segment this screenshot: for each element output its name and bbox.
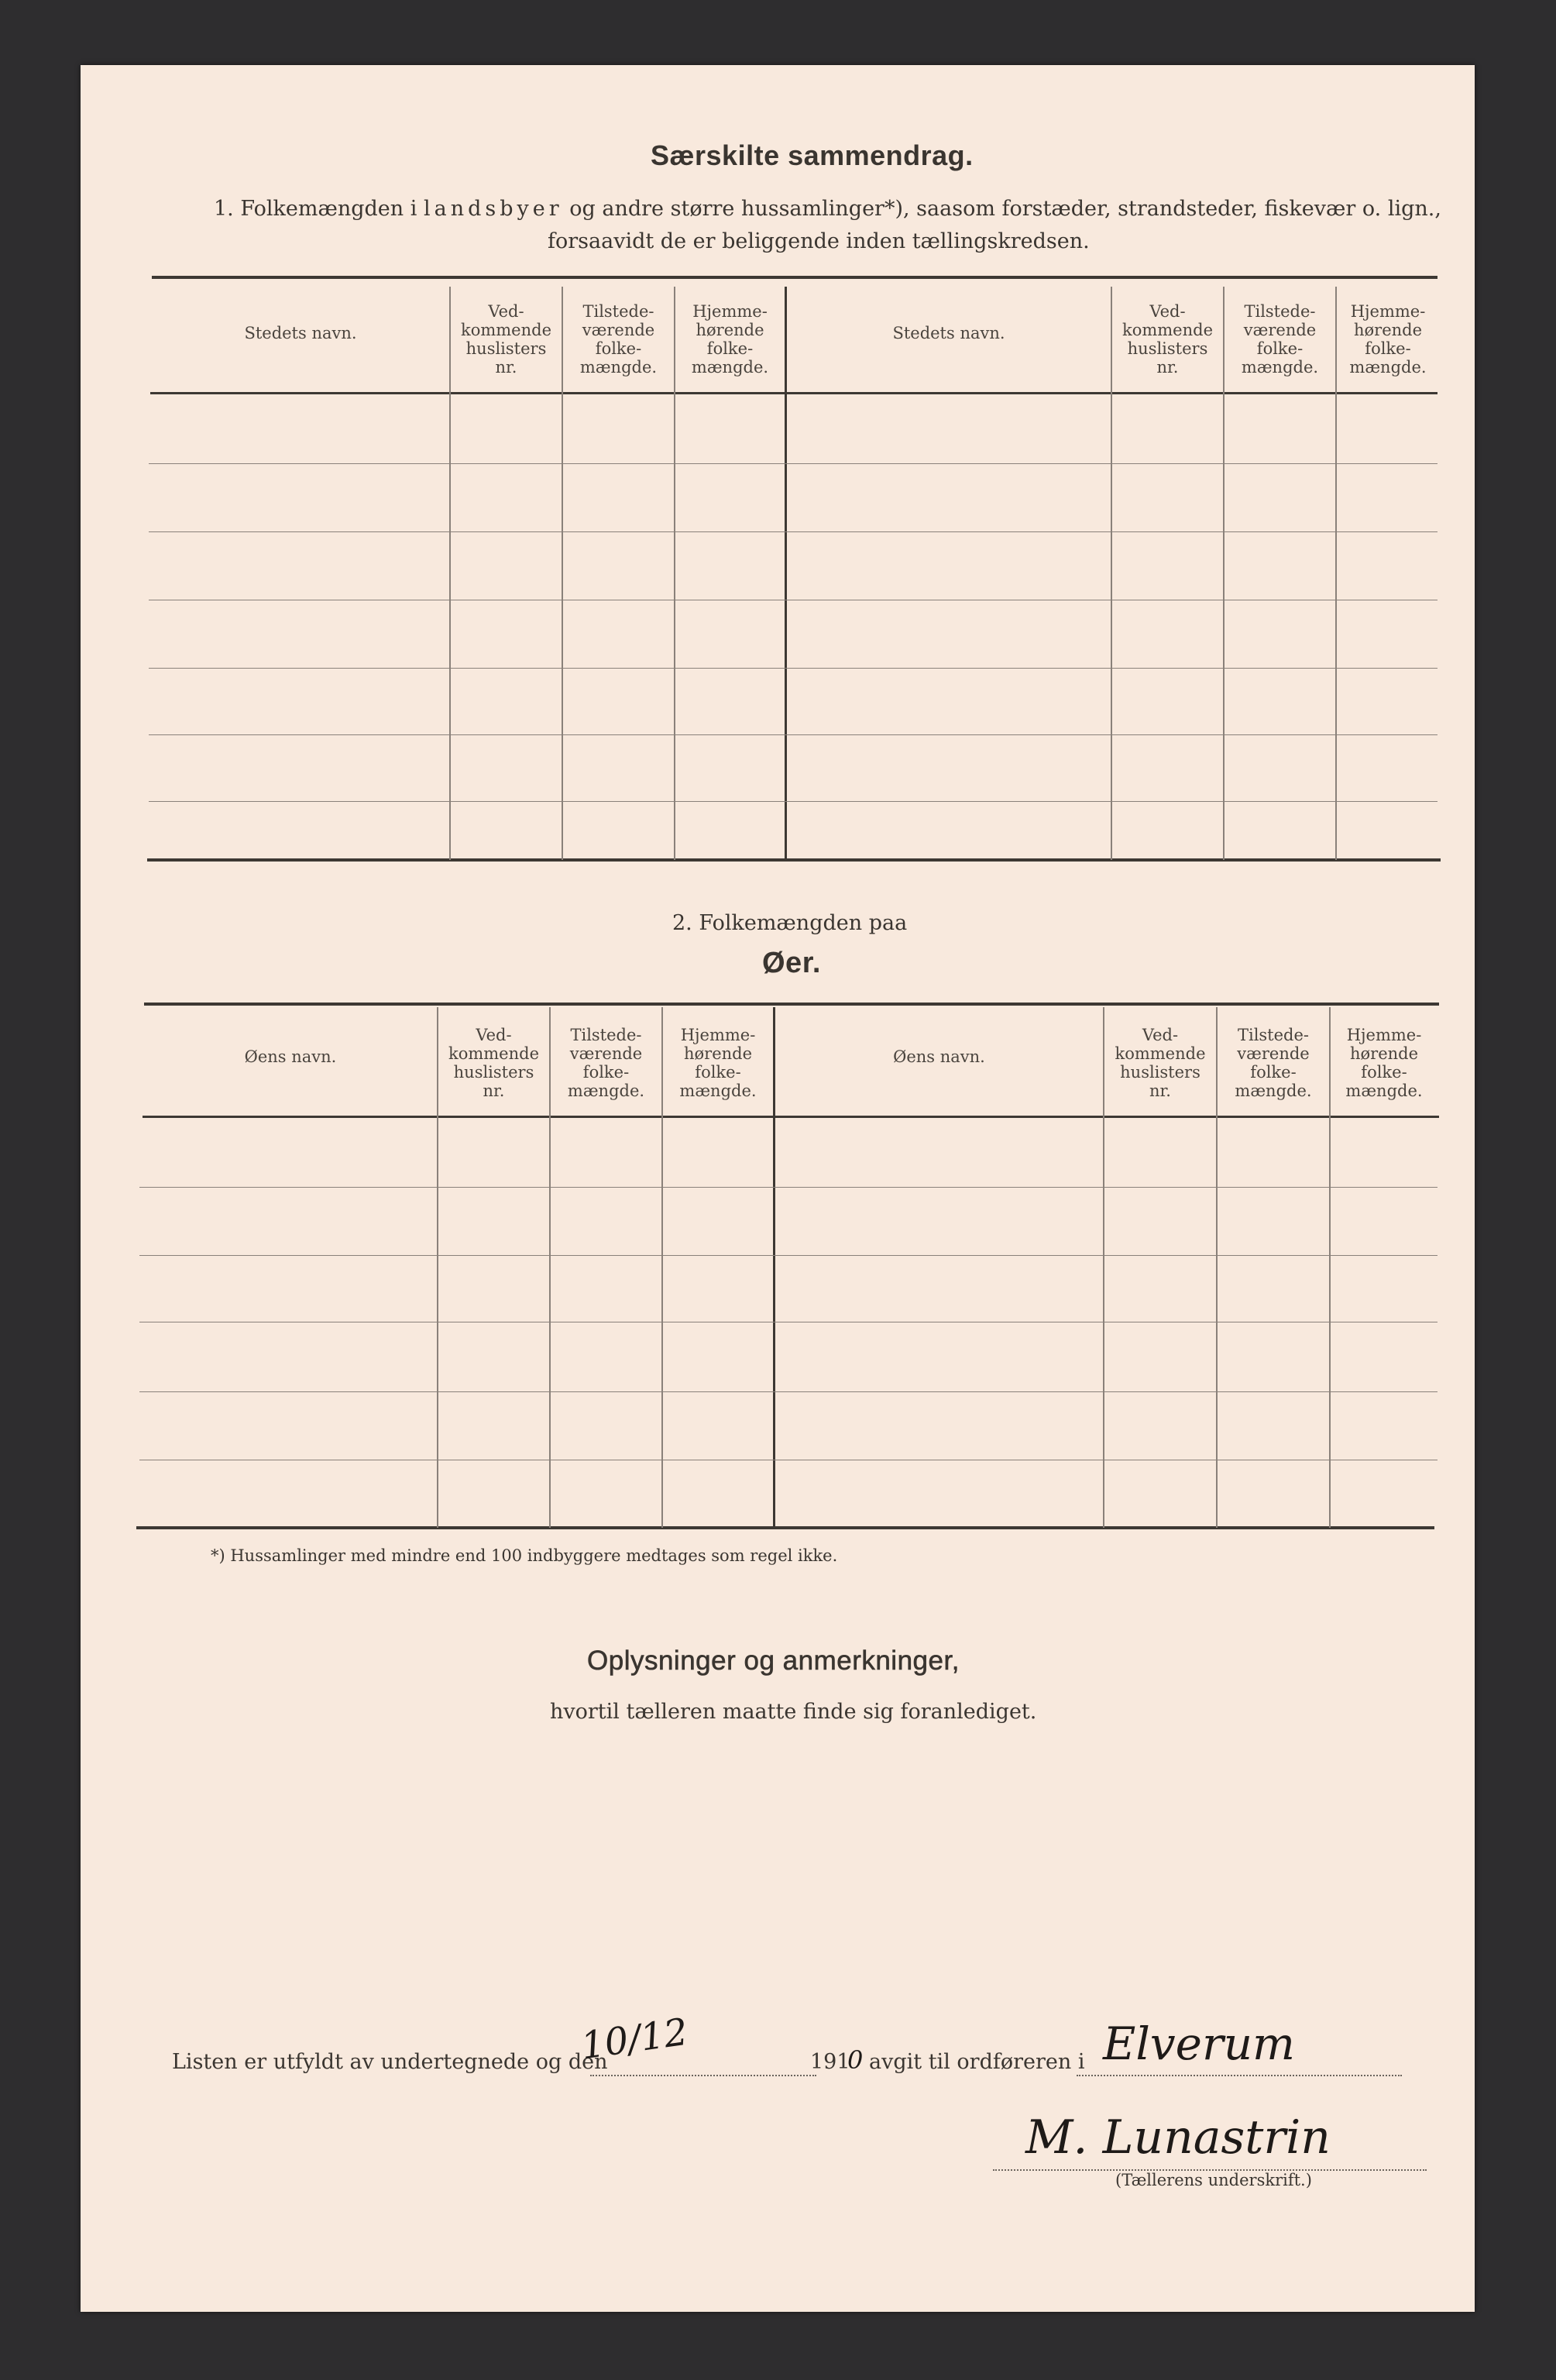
section2-heading-line1: 2. Folkemængden paa <box>672 911 908 935</box>
section1-number: 1. <box>214 197 234 221</box>
table1-row-line <box>149 801 1437 802</box>
municipality-handwritten: Elverum <box>1103 2017 1296 2070</box>
section2-heading-line2: Øer. <box>762 947 821 979</box>
table1-header-present-pop: Tilstede- værende folke- mængde. <box>579 302 658 377</box>
table2-header-household-list: Ved- kommende huslisters nr. <box>448 1026 540 1100</box>
signature-line-middle: avgit til ordføreren i <box>869 2050 1085 2074</box>
table1-header-place-name-right: Stedets navn. <box>892 324 1005 342</box>
table1-header-household-list: Ved- kommende huslisters nr. <box>460 302 552 377</box>
table2-header-rule <box>143 1116 1439 1118</box>
table1-header-resident-pop-right: Hjemme- hørende folke- mængde. <box>1349 302 1427 377</box>
table2-header-present-pop: Tilstede- værende folke- mængde. <box>567 1026 645 1100</box>
table2-header-present-pop-right: Tilstede- værende folke- mængde. <box>1235 1026 1312 1100</box>
table1-header-place-name-left: Stedets navn. <box>244 324 357 342</box>
table1-center-divider <box>785 287 787 860</box>
remarks-title: Oplysninger og anmerkninger, <box>587 1646 960 1676</box>
date-field-line <box>590 2075 816 2076</box>
year-handwritten: 0 <box>847 2045 864 2075</box>
remarks-subtitle: hvortil tælleren maatte finde sig foranlediget. <box>550 1700 1037 1724</box>
section1-text-a: Folkemængden i <box>240 197 417 221</box>
table1-row-line <box>149 734 1437 735</box>
year-printed: 191 <box>810 2050 850 2074</box>
table1-header-rule <box>150 392 1437 394</box>
table2-row-line <box>139 1255 1437 1256</box>
table2-row-line <box>139 1187 1437 1188</box>
census-form-page <box>81 65 1475 2312</box>
section1-text-spaced: landsbyer <box>423 197 563 221</box>
table1-header-resident-pop: Hjemme- hørende folke- mængde. <box>691 302 769 377</box>
section1-intro <box>214 197 1441 221</box>
table2-header-resident-pop-right: Hjemme- hørende folke- mængde. <box>1345 1026 1423 1100</box>
table2-header-island-name-right: Øens navn. <box>893 1047 985 1066</box>
municipality-field-line <box>1077 2075 1402 2076</box>
footnote: *) Hussamlinger med mindre end 100 indbyggere medtages som regel ikke. <box>211 1546 838 1565</box>
section1-intro-line2: forsaavidt de er beliggende inden tællingskredsen. <box>548 229 1090 253</box>
table1-row-line <box>149 668 1437 669</box>
signature-caption: (Tællerens underskrift.) <box>1115 2171 1312 2189</box>
date-handwritten: 10/12 <box>578 2010 691 2069</box>
table2-center-divider <box>773 1007 775 1528</box>
enumerator-signature: M. Lunastrin <box>1025 2110 1331 2165</box>
table1-row-line <box>149 531 1437 532</box>
table2-header-resident-pop: Hjemme- hørende folke- mængde. <box>679 1026 757 1100</box>
table1-bottom-rule <box>147 858 1441 862</box>
table2-top-rule <box>144 1003 1439 1006</box>
table1-header-present-pop-right: Tilstede- værende folke- mængde. <box>1241 302 1319 377</box>
table2-header-island-name-left: Øens navn. <box>244 1047 337 1066</box>
form-heading: Særskilte sammendrag. <box>651 139 974 171</box>
table2-bottom-rule <box>136 1526 1434 1529</box>
section1-text-b: og andre større hussamlinger*), saasom forstæder, strandsteder, fiskevær o. lign., <box>569 197 1441 221</box>
signature-line-prefix: Listen er utfyldt av undertegnede og den <box>172 2050 608 2074</box>
table1-header-household-list-right: Ved- kommende huslisters nr. <box>1121 302 1214 377</box>
table1-row-line <box>149 463 1437 464</box>
table2-header-household-list-right: Ved- kommende huslisters nr. <box>1115 1026 1206 1100</box>
table2-row-line <box>139 1391 1437 1392</box>
table1-top-rule <box>152 276 1437 279</box>
